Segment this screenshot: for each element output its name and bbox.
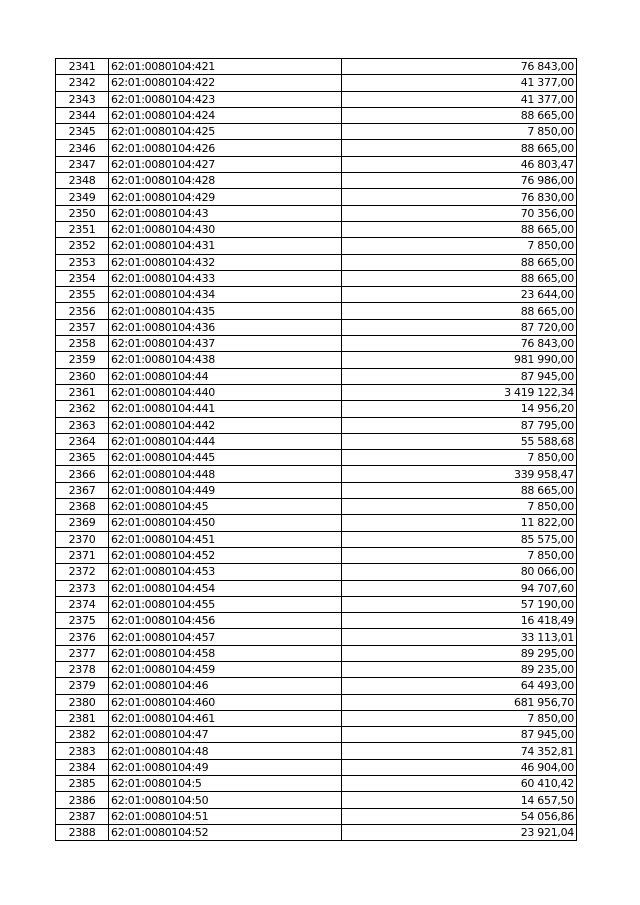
cadastral-number-cell: 62:01:0080104:43 [109,205,342,221]
table-row [56,824,577,840]
cadastral-value-cell: 76 843,00 [342,336,577,352]
row-number-cell: 2377 [56,645,109,661]
cadastral-number-cell: 62:01:0080104:46 [109,678,342,694]
row-number-cell: 2348 [56,173,109,189]
table-row [56,727,577,743]
row-number-cell: 2345 [56,124,109,140]
cadastral-value-cell: 76 830,00 [342,189,577,205]
table-row [56,678,577,694]
cadastral-value-cell: 89 235,00 [342,661,577,677]
table-row [56,499,577,515]
row-number-cell: 2358 [56,336,109,352]
cadastral-number-cell: 62:01:0080104:457 [109,629,342,645]
cadastral-number-cell: 62:01:0080104:433 [109,270,342,286]
row-number-cell: 2346 [56,140,109,156]
cadastral-value-cell: 88 665,00 [342,107,577,123]
cadastral-value-cell: 74 352,81 [342,743,577,759]
row-number-cell: 2374 [56,596,109,612]
table-row [56,205,577,221]
cadastral-value-cell: 94 707,60 [342,580,577,596]
table-row [56,613,577,629]
table-row [56,743,577,759]
table-row [56,124,577,140]
cadastral-number-cell: 62:01:0080104:440 [109,384,342,400]
cadastral-number-cell: 62:01:0080104:5 [109,776,342,792]
row-number-cell: 2350 [56,205,109,221]
row-number-cell: 2349 [56,189,109,205]
cadastral-value-cell: 3 419 122,34 [342,384,577,400]
cadastral-value-cell: 87 945,00 [342,727,577,743]
row-number-cell: 2388 [56,824,109,840]
table-row [56,319,577,335]
row-number-cell: 2386 [56,792,109,808]
table-row [56,776,577,792]
cadastral-number-cell: 62:01:0080104:48 [109,743,342,759]
table-row [56,140,577,156]
row-number-cell: 2378 [56,661,109,677]
row-number-cell: 2361 [56,384,109,400]
cadastral-number-cell: 62:01:0080104:460 [109,694,342,710]
cadastral-value-cell: 76 843,00 [342,59,577,75]
table-row [56,368,577,384]
table-row [56,466,577,482]
cadastral-number-cell: 62:01:0080104:454 [109,580,342,596]
table-row [56,808,577,824]
table-row [56,710,577,726]
table-row [56,173,577,189]
cadastral-number-cell: 62:01:0080104:444 [109,433,342,449]
cadastral-number-cell: 62:01:0080104:427 [109,156,342,172]
cadastral-number-cell: 62:01:0080104:51 [109,808,342,824]
cadastral-value-cell: 87 720,00 [342,319,577,335]
cadastral-value-cell: 7 850,00 [342,710,577,726]
cadastral-value-cell: 87 795,00 [342,417,577,433]
cadastral-number-cell: 62:01:0080104:50 [109,792,342,808]
row-number-cell: 2365 [56,450,109,466]
cadastral-number-cell: 62:01:0080104:452 [109,547,342,563]
cadastral-number-cell: 62:01:0080104:442 [109,417,342,433]
row-number-cell: 2380 [56,694,109,710]
cadastral-number-cell: 62:01:0080104:426 [109,140,342,156]
cadastral-value-cell: 339 958,47 [342,466,577,482]
row-number-cell: 2362 [56,401,109,417]
row-number-cell: 2351 [56,221,109,237]
cadastral-number-cell: 62:01:0080104:421 [109,59,342,75]
cadastral-number-cell: 62:01:0080104:44 [109,368,342,384]
table-row [56,759,577,775]
table-row [56,661,577,677]
table-row [56,75,577,91]
cadastral-value-cell: 46 803,47 [342,156,577,172]
cadastral-number-cell: 62:01:0080104:451 [109,531,342,547]
table-row [56,91,577,107]
cadastral-number-cell: 62:01:0080104:425 [109,124,342,140]
table-row [56,254,577,270]
cadastral-value-cell: 88 665,00 [342,303,577,319]
cadastral-value-cell: 88 665,00 [342,482,577,498]
cadastral-value-cell: 88 665,00 [342,270,577,286]
cadastral-value-cell: 80 066,00 [342,564,577,580]
cadastral-number-cell: 62:01:0080104:434 [109,287,342,303]
table-row [56,433,577,449]
table-row [56,450,577,466]
table-row [56,384,577,400]
table-row [56,107,577,123]
cadastral-value-cell: 7 850,00 [342,450,577,466]
cadastral-value-cell: 23 921,04 [342,824,577,840]
cadastral-value-cell: 87 945,00 [342,368,577,384]
cadastral-value-cell: 88 665,00 [342,254,577,270]
row-number-cell: 2368 [56,499,109,515]
row-number-cell: 2343 [56,91,109,107]
row-number-cell: 2382 [56,727,109,743]
cadastral-value-cell: 16 418,49 [342,613,577,629]
cadastral-value-cell: 64 493,00 [342,678,577,694]
row-number-cell: 2381 [56,710,109,726]
table-row [56,515,577,531]
cadastral-value-cell: 46 904,00 [342,759,577,775]
table-row [56,645,577,661]
table-row [56,417,577,433]
cadastral-value-cell: 57 190,00 [342,596,577,612]
row-number-cell: 2376 [56,629,109,645]
table-row [56,792,577,808]
cadastral-value-cell: 7 850,00 [342,124,577,140]
cadastral-number-cell: 62:01:0080104:429 [109,189,342,205]
table-row [56,270,577,286]
cadastral-value-cell: 85 575,00 [342,531,577,547]
row-number-cell: 2372 [56,564,109,580]
cadastral-number-cell: 62:01:0080104:47 [109,727,342,743]
cadastral-value-cell: 681 956,70 [342,694,577,710]
row-number-cell: 2356 [56,303,109,319]
cadastral-number-cell: 62:01:0080104:459 [109,661,342,677]
table-row [56,564,577,580]
cadastral-value-cell: 54 056,86 [342,808,577,824]
table-row [56,189,577,205]
cadastral-number-cell: 62:01:0080104:430 [109,221,342,237]
row-number-cell: 2383 [56,743,109,759]
table-row [56,547,577,563]
table-row [56,336,577,352]
table-row [56,531,577,547]
table-row [56,401,577,417]
cadastral-number-cell: 62:01:0080104:461 [109,710,342,726]
row-number-cell: 2370 [56,531,109,547]
cadastral-value-cell: 76 986,00 [342,173,577,189]
cadastral-value-cell: 41 377,00 [342,75,577,91]
row-number-cell: 2363 [56,417,109,433]
cadastral-number-cell: 62:01:0080104:448 [109,466,342,482]
cadastral-number-cell: 62:01:0080104:453 [109,564,342,580]
cadastral-number-cell: 62:01:0080104:449 [109,482,342,498]
cadastral-value-cell: 23 644,00 [342,287,577,303]
row-number-cell: 2379 [56,678,109,694]
cadastral-number-cell: 62:01:0080104:49 [109,759,342,775]
cadastral-value-cell: 60 410,42 [342,776,577,792]
table-row [56,287,577,303]
row-number-cell: 2375 [56,613,109,629]
cadastral-value-cell: 14 956,20 [342,401,577,417]
row-number-cell: 2347 [56,156,109,172]
row-number-cell: 2373 [56,580,109,596]
table-row [56,580,577,596]
cadastral-value-cell: 981 990,00 [342,352,577,368]
table-row [56,482,577,498]
table-row [56,694,577,710]
cadastral-value-cell: 7 850,00 [342,547,577,563]
row-number-cell: 2364 [56,433,109,449]
table-row [56,238,577,254]
cadastral-number-cell: 62:01:0080104:424 [109,107,342,123]
row-number-cell: 2385 [56,776,109,792]
row-number-cell: 2353 [56,254,109,270]
cadastral-number-cell: 62:01:0080104:432 [109,254,342,270]
row-number-cell: 2341 [56,59,109,75]
cadastral-value-cell: 89 295,00 [342,645,577,661]
cadastral-value-cell: 88 665,00 [342,140,577,156]
cadastral-number-cell: 62:01:0080104:455 [109,596,342,612]
row-number-cell: 2342 [56,75,109,91]
cadastral-number-cell: 62:01:0080104:456 [109,613,342,629]
cadastral-number-cell: 62:01:0080104:428 [109,173,342,189]
row-number-cell: 2387 [56,808,109,824]
cadastral-number-cell: 62:01:0080104:45 [109,499,342,515]
table-row [56,221,577,237]
cadastral-value-cell: 55 588,68 [342,433,577,449]
cadastral-number-cell: 62:01:0080104:423 [109,91,342,107]
cadastral-number-cell: 62:01:0080104:436 [109,319,342,335]
row-number-cell: 2357 [56,319,109,335]
cadastral-number-cell: 62:01:0080104:445 [109,450,342,466]
cadastral-value-cell: 70 356,00 [342,205,577,221]
cadastral-value-cell: 41 377,00 [342,91,577,107]
row-number-cell: 2371 [56,547,109,563]
cadastral-number-cell: 62:01:0080104:458 [109,645,342,661]
row-number-cell: 2360 [56,368,109,384]
table-row [56,629,577,645]
table-row [56,303,577,319]
row-number-cell: 2366 [56,466,109,482]
cadastral-number-cell: 62:01:0080104:441 [109,401,342,417]
row-number-cell: 2367 [56,482,109,498]
cadastral-number-cell: 62:01:0080104:450 [109,515,342,531]
cadastral-value-cell: 7 850,00 [342,499,577,515]
cadastral-number-cell: 62:01:0080104:52 [109,824,342,840]
row-number-cell: 2352 [56,238,109,254]
row-number-cell: 2355 [56,287,109,303]
row-number-cell: 2369 [56,515,109,531]
cadastral-value-table [55,58,577,841]
row-number-cell: 2354 [56,270,109,286]
row-number-cell: 2384 [56,759,109,775]
cadastral-value-cell: 33 113,01 [342,629,577,645]
row-number-cell: 2359 [56,352,109,368]
table-row [56,59,577,75]
row-number-cell: 2344 [56,107,109,123]
cadastral-number-cell: 62:01:0080104:437 [109,336,342,352]
cadastral-number-cell: 62:01:0080104:422 [109,75,342,91]
table-body [56,59,577,841]
cadastral-value-cell: 7 850,00 [342,238,577,254]
cadastral-value-cell: 11 822,00 [342,515,577,531]
cadastral-value-cell: 88 665,00 [342,221,577,237]
table-row [56,156,577,172]
cadastral-value-cell: 14 657,50 [342,792,577,808]
table-row [56,596,577,612]
cadastral-number-cell: 62:01:0080104:431 [109,238,342,254]
cadastral-number-cell: 62:01:0080104:435 [109,303,342,319]
cadastral-number-cell: 62:01:0080104:438 [109,352,342,368]
table-row [56,352,577,368]
